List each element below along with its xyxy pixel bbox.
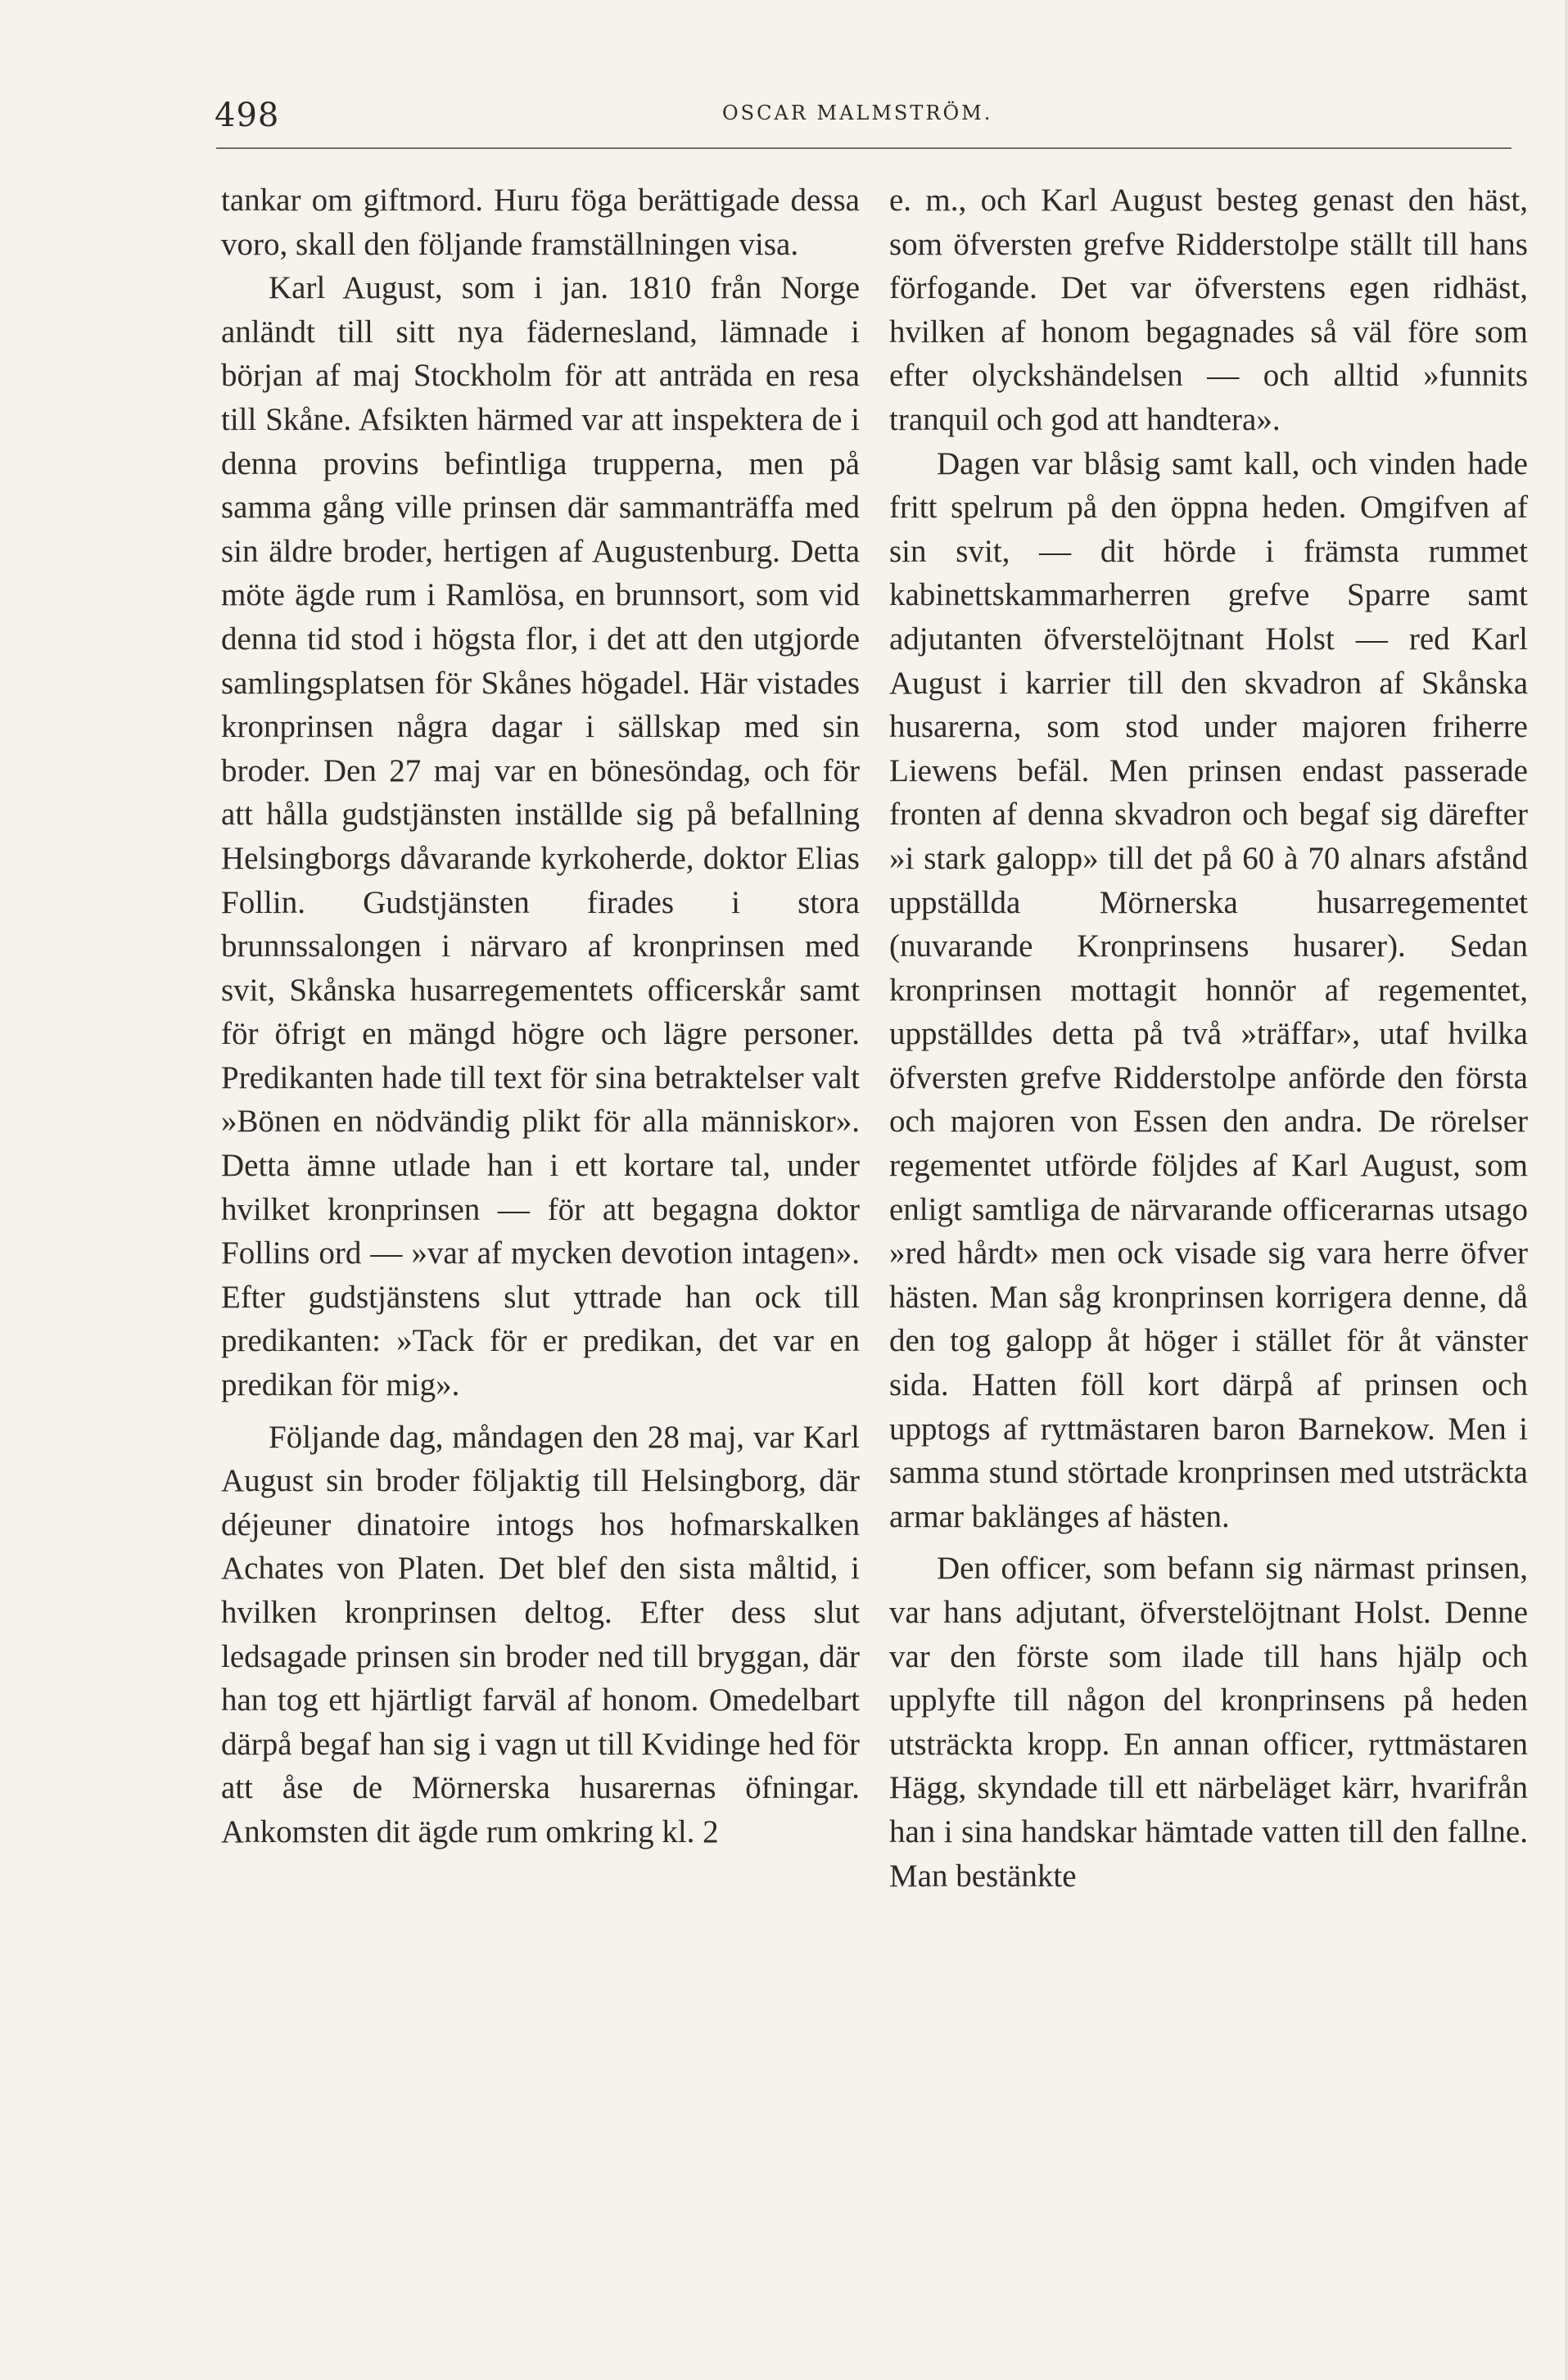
running-head: OSCAR MALMSTRÖM. bbox=[722, 102, 993, 124]
left-column bbox=[221, 178, 860, 1854]
paragraph: Karl August, som i jan. 1810 från Norge anländt till sitt nya fädernesland, lämnade i början af maj Stockholm för att anträda en resa till Skåne. Afsikten härmed var att inspektera de i denna provins befintliga trupperna, men på samma gång ville prinsen där sammanträffa med sin äldre broder, hertigen af Augustenburg. Detta möte ägde rum i Ramlösa, en brunnsort, som vid denna tid stod i högsta flor, i det att den utgjorde samlingsplatsen för Skånes högadel. Här vistades kronprinsen några dagar i sällskap med sin broder. Den 27 maj var en bönesöndag, och för att hålla gudstjänsten inställde sig på befallning Helsingborgs dåvarande kyrkoherde, doktor Elias Follin. Gudstjänsten firades i stora brunnssalongen i närvaro af kronprinsen med svit, Skånska husarregementets officerskår samt för öfrigt en mängd högre och lägre personer. Predikanten hade till text för sina betraktelser valt »Bönen en nödvändig plikt för alla människor». Detta ämne utlade han i ett kortare tal, under hvilket kronprinsen — för att begagna doktor Follins ord — »var af mycken devotion intagen». Efter gudstjänstens slut yttrade han ock till predikanten: »Tack för er predikan, det var en predikan för mig». bbox=[221, 270, 860, 1403]
paragraph: e. m., och Karl August besteg genast den häst, som öfversten grefve Ridderstolpe ställt till hans förfogande. Det var öfverstens egen ridhäst, hvilken af honom begagnades så väl före som efter olyckshändelsen — och alltid »funnits tranquil och god att handtera». bbox=[889, 183, 1528, 437]
paragraph: tankar om giftmord. Huru föga berättigade dessa voro, skall den följande framställningen visa. bbox=[221, 183, 860, 262]
header-rule bbox=[216, 147, 1512, 149]
paragraph: Den officer, som befann sig närmast prinsen, var hans adjutant, öfverstelöjtnant Holst. Denne var den förste som ilade till hans hjälp och upplyfte till någon del kronprinsens på heden utsträckta kropp. En annan officer, ryttmästaren Hägg, skyndade till ett närbeläget kärr, hvarifrån han i sina handskar hämtade vatten till den fallne. Man bestänkte bbox=[889, 1551, 1528, 1894]
paragraph: Dagen var blåsig samt kall, och vinden hade fritt spelrum på den öppna heden. Omgifven af sin svit, — dit hörde i främsta rummet kabinettskammarherren grefve Sparre samt adjutanten öfverstelöjtnant Holst — red Karl August i karrier till den skvadron af Skånska husarerna, som stod under majoren friherre Liewens befäl. Men prinsen endast passerade fronten af denna skvadron och begaf sig därefter »i stark galopp» till det på 60 à 70 alnars afstånd uppställda Mörnerska husarregementet (nuvarande Kronprinsens husarer). Sedan kronprinsen mottagit honnör af regementet, uppställdes detta på två »träffar», utaf hvilka öfversten grefve Ridderstolpe anförde den första och majoren von Essen den andra. De rörelser regementet utförde följdes af Karl August, som enligt samtliga de närvarande officerarnas utsago »red hårdt» men ock visade sig vara herre öfver hästen. Man såg kronprinsen korrigera denne, då den tog galopp åt höger i stället för åt vänster sida. Hatten föll kort därpå af prinsen och upptogs af ryttmästaren baron Barnekow. Men i samma stund störtade kronprinsen med utsträckta armar baklänges af hästen. bbox=[889, 445, 1528, 1534]
page-number: 498 bbox=[215, 97, 280, 134]
right-column bbox=[889, 178, 1528, 1898]
paragraph: Följande dag, måndagen den 28 maj, var Karl August sin broder följaktig till Helsingborg, där déjeuner dinatoire intogs hos hofmarskalken Achates von Platen. Det blef den sista måltid, i hvilken kronprinsen deltog. Efter dess slut ledsagade prinsen sin broder ned till bryggan, där han tog ett hjärtligt farväl af honom. Omedelbart därpå begaf han sig i vagn ut till Kvidinge hed för att åse de Mörnerska husarernas öfningar. Ankomsten dit ägde rum omkring kl. 2 bbox=[221, 1419, 860, 1849]
page-header bbox=[215, 97, 1512, 146]
